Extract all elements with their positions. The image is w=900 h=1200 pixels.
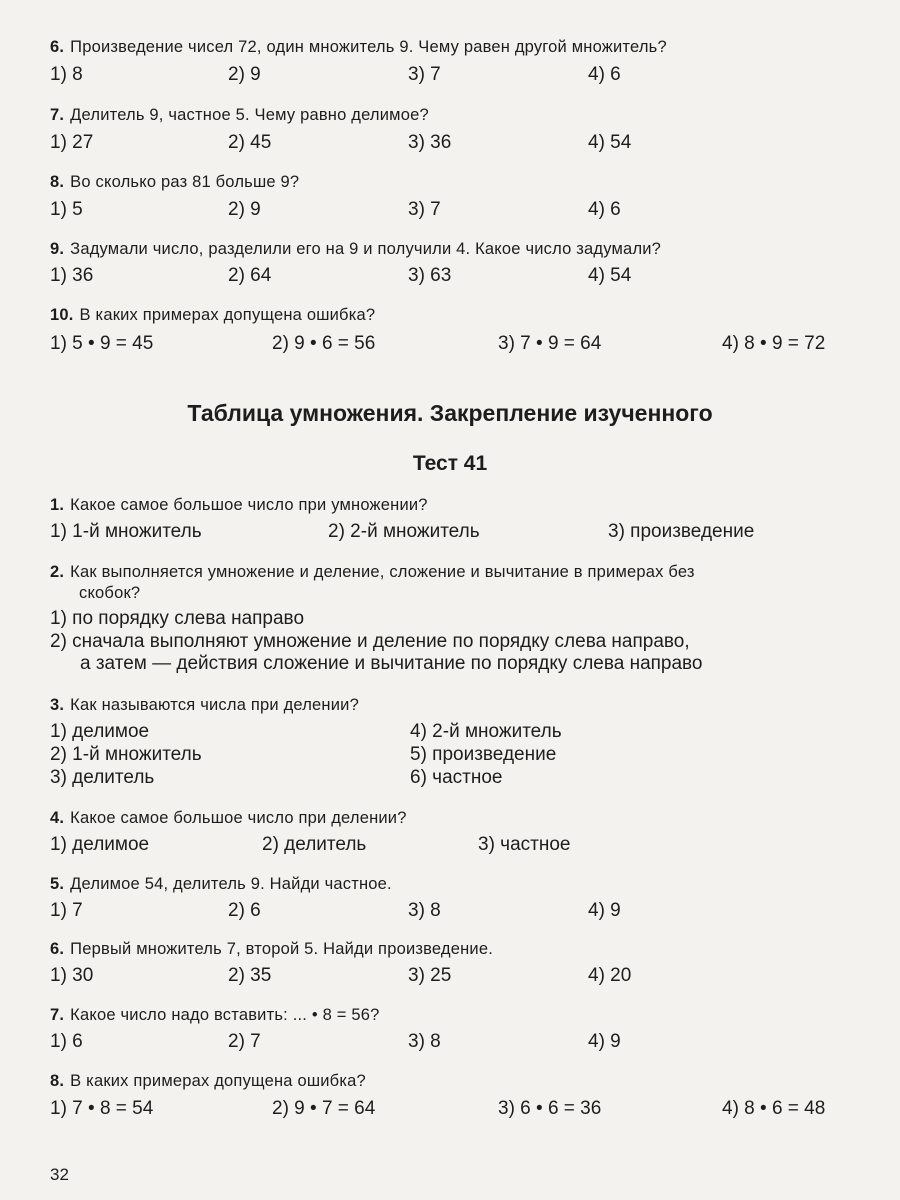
option[interactable]: 2) 7 bbox=[228, 1031, 261, 1052]
question-3: 3. Как называются числа при делении? bbox=[50, 696, 359, 714]
option[interactable]: 3) 7 • 9 = 64 bbox=[498, 333, 602, 354]
option[interactable]: 3) 7 bbox=[408, 64, 441, 85]
question-7: 7. Делитель 9, частное 5. Чему равно делимое? bbox=[50, 106, 429, 124]
option[interactable]: 2) 35 bbox=[228, 965, 272, 986]
option[interactable]: 1) 36 bbox=[50, 265, 94, 286]
option[interactable]: 6) частное bbox=[410, 767, 503, 788]
option[interactable]: 3) 36 bbox=[408, 132, 452, 153]
question-10: 10. В каких примерах допущена ошибка? bbox=[50, 306, 376, 324]
question-2-continued: скобок? bbox=[79, 584, 141, 602]
option[interactable]: 2) 1-й множитель bbox=[50, 744, 202, 765]
option[interactable]: 3) 63 bbox=[408, 265, 452, 286]
option[interactable]: 1) 7 • 8 = 54 bbox=[50, 1098, 154, 1119]
page-number: 32 bbox=[50, 1165, 69, 1184]
option[interactable]: 1) 5 • 9 = 45 bbox=[50, 333, 154, 354]
option[interactable]: 4) 54 bbox=[588, 132, 632, 153]
question-8: 8. Во сколько раз 81 больше 9? bbox=[50, 173, 300, 191]
option[interactable]: 3) 8 bbox=[408, 900, 441, 921]
option[interactable]: 3) 7 bbox=[408, 199, 441, 220]
option[interactable]: 4) 6 bbox=[588, 199, 621, 220]
option[interactable]: 1) 7 bbox=[50, 900, 83, 921]
option[interactable]: 2) 6 bbox=[228, 900, 261, 921]
option[interactable]: 1) 8 bbox=[50, 64, 83, 85]
question-7: 7. Какое число надо вставить: ... • 8 = 56? bbox=[50, 1006, 380, 1024]
option[interactable]: 4) 54 bbox=[588, 265, 632, 286]
option[interactable]: 2) 45 bbox=[228, 132, 272, 153]
question-8: 8. В каких примерах допущена ошибка? bbox=[50, 1072, 366, 1090]
question-1: 1. Какое самое большое число при умножении? bbox=[50, 496, 428, 514]
option[interactable]: 2) сначала выполняют умножение и деление по порядку слева направо, bbox=[50, 631, 690, 652]
option[interactable]: 3) 8 bbox=[408, 1031, 441, 1052]
option[interactable]: 1) 30 bbox=[50, 965, 94, 986]
option[interactable]: 1) 27 bbox=[50, 132, 94, 153]
section-title: Таблица умножения. Закрепление изученного bbox=[187, 400, 713, 426]
question-9: 9. Задумали число, разделили его на 9 и получили 4. Какое число задумали? bbox=[50, 240, 662, 258]
option[interactable]: 2) 64 bbox=[228, 265, 272, 286]
option[interactable]: 1) 1-й множитель bbox=[50, 521, 202, 542]
option[interactable]: 1) делимое bbox=[50, 834, 150, 855]
option[interactable]: 2) 2-й множитель bbox=[328, 521, 480, 542]
question-2: 2. Как выполняется умножение и деление, сложение и вычитание в примерах без bbox=[50, 563, 695, 581]
option[interactable]: 2) 9 bbox=[228, 64, 261, 85]
option[interactable]: 4) 9 bbox=[588, 1031, 621, 1052]
option[interactable]: 1) по порядку слева направо bbox=[50, 608, 305, 629]
option[interactable]: 2) делитель bbox=[262, 834, 367, 855]
question-4: 4. Какое самое большое число при делении? bbox=[50, 809, 407, 827]
option[interactable]: 4) 9 bbox=[588, 900, 621, 921]
option[interactable]: 1) 6 bbox=[50, 1031, 83, 1052]
option[interactable]: 3) 25 bbox=[408, 965, 452, 986]
question-6: 6. Первый множитель 7, второй 5. Найди произведение. bbox=[50, 940, 494, 958]
option[interactable]: 3) 6 • 6 = 36 bbox=[498, 1098, 602, 1119]
option[interactable]: 4) 8 • 9 = 72 bbox=[722, 333, 826, 354]
option[interactable]: 4) 8 • 6 = 48 bbox=[722, 1098, 826, 1119]
test-title: Тест 41 bbox=[412, 452, 488, 475]
option[interactable]: 3) произведение bbox=[608, 521, 755, 542]
option[interactable]: 2) 9 bbox=[228, 199, 261, 220]
option[interactable]: 4) 20 bbox=[588, 965, 632, 986]
question-5: 5. Делимое 54, делитель 9. Найди частное. bbox=[50, 875, 392, 893]
option-continued: а затем — действия сложение и вычитание по порядку слева направо bbox=[80, 653, 703, 674]
option[interactable]: 4) 6 bbox=[588, 64, 621, 85]
option[interactable]: 1) делимое bbox=[50, 721, 150, 742]
option[interactable]: 5) произведение bbox=[410, 744, 557, 765]
question-6: 6. Произведение чисел 72, один множитель 9. Чему равен другой множитель? bbox=[50, 38, 667, 56]
option[interactable]: 2) 9 • 6 = 56 bbox=[272, 333, 376, 354]
option[interactable]: 2) 9 • 7 = 64 bbox=[272, 1098, 376, 1119]
option[interactable]: 4) 2-й множитель bbox=[410, 721, 562, 742]
option[interactable]: 3) делитель bbox=[50, 767, 155, 788]
option[interactable]: 1) 5 bbox=[50, 199, 83, 220]
option[interactable]: 3) частное bbox=[478, 834, 571, 855]
